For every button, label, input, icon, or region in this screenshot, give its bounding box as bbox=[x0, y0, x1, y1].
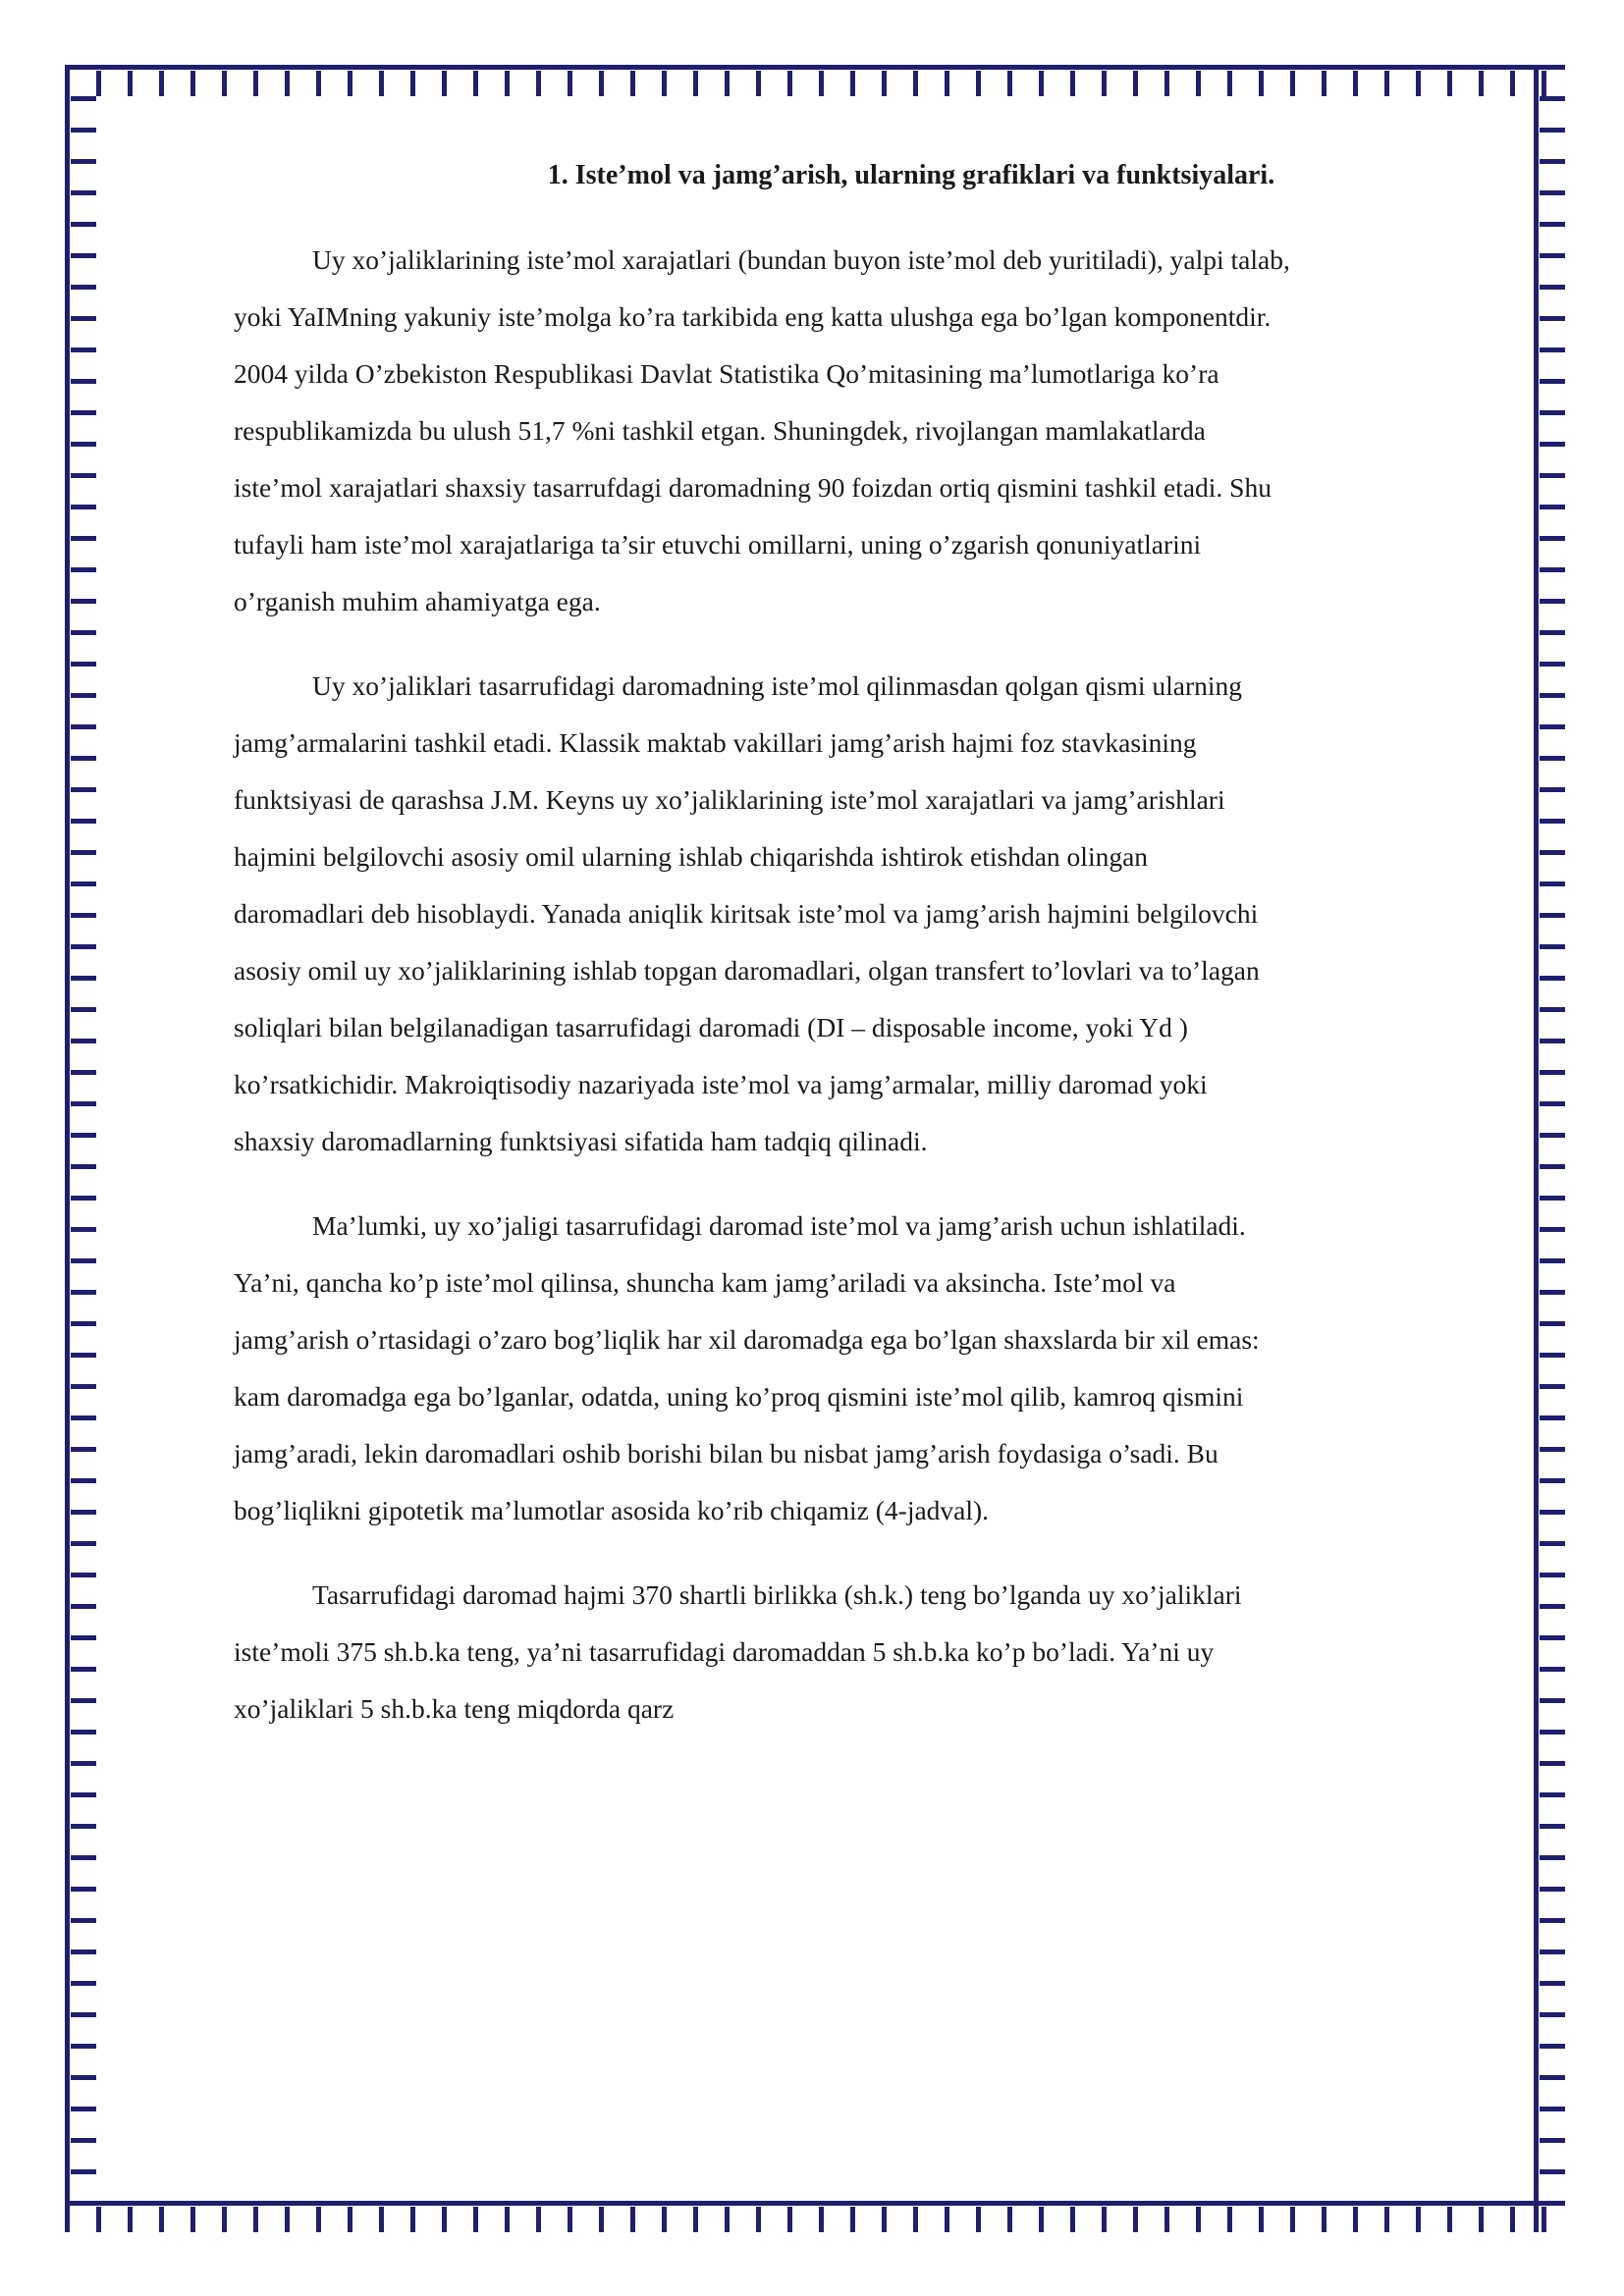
paragraph-3 bbox=[234, 1198, 1510, 1539]
paragraph-4 bbox=[234, 1567, 1510, 1737]
page-border-bottom bbox=[65, 2201, 1565, 2232]
paragraph-line: 2004 yilda O’zbekiston Respublikasi Davlat Statistika Qo’mitasining ma’lumotlariga ko’ra bbox=[234, 358, 1219, 389]
page-border-top bbox=[65, 65, 1565, 96]
paragraph-line: jamg’armalarini tashkil etadi. Klassik maktab vakillari jamg’arish hajmi foz stavkasining bbox=[234, 727, 1197, 758]
paragraph-line: xo’jaliklari 5 sh.b.ka teng miqdorda qarz bbox=[234, 1693, 675, 1724]
paragraph-1 bbox=[234, 232, 1510, 630]
paragraph-line: iste’mol xarajatlari shaxsiy tasarrufdagi daromadning 90 foizdan ortiq qismini tashkil etadi. Shu bbox=[234, 472, 1272, 503]
paragraph-line: jamg’aradi, lekin daromadlari oshib borishi bilan bu nisbat jamg’arish foydasiga o’sadi. Bu bbox=[234, 1438, 1218, 1468]
paragraph-line: o’rganish muhim ahamiyatga ega. bbox=[234, 586, 601, 616]
page-title: 1. Iste’mol va jamg’arish, ularning grafiklari va funktsiyalari. bbox=[547, 160, 1275, 190]
paragraph-line: asosiy omil uy xo’jaliklarining ishlab topgan daromadlari, olgan transfert to’lovlari va to’lagan bbox=[234, 955, 1260, 986]
paragraph-line: respublikamizda bu ulush 51,7 %ni tashkil etgan. Shuningdek, rivojlangan mamlakatlarda bbox=[234, 415, 1206, 446]
page-border-left bbox=[65, 65, 96, 2232]
paragraph-line: soliqlari bilan belgilanadigan tasarrufidagi daromadi (DI – disposable income, yoki Yd ) bbox=[234, 1012, 1188, 1042]
paragraph-line: iste’moli 375 sh.b.ka teng, ya’ni tasarrufidagi daromaddan 5 sh.b.ka ko’p bo’ladi. Ya’ni uy bbox=[234, 1636, 1215, 1667]
paragraph-line: Uy xo’jaliklarining iste’mol xarajatlari (bundan buyon iste’mol deb yuritiladi), yalpi talab, bbox=[312, 244, 1290, 275]
paragraph-line: bog’liqlikni gipotetik ma’lumotlar asosida ko’rib chiqamiz (4-jadval). bbox=[234, 1495, 990, 1525]
paragraph-line: tufayli ham iste’mol xarajatlariga ta’sir etuvchi omillarni, uning o’zgarish qonuniyatlarini bbox=[234, 529, 1202, 560]
paragraph-line: Ma’lumki, uy xo’jaligi tasarrufidagi daromad iste’mol va jamg’arish uchun ishlatiladi. bbox=[312, 1210, 1246, 1241]
paragraph-line: Ya’ni, qancha ko’p iste’mol qilinsa, shuncha kam jamg’ariladi va aksincha. Iste’mol va bbox=[234, 1267, 1176, 1298]
paragraph-2 bbox=[234, 658, 1510, 1170]
paragraph-line: hajmini belgilovchi asosiy omil ularning ishlab chiqarishda ishtirok etishdan olingan bbox=[234, 841, 1149, 872]
paragraph-line: yoki YaIMning yakuniy iste’molga ko’ra tarkibida eng katta ulushga ega bo’lgan komponentdir. bbox=[234, 301, 1272, 332]
paragraph-line: daromadlari deb hisoblaydi. Yanada aniqlik kiritsak iste’mol va jamg’arish hajmini belgilovchi bbox=[234, 898, 1259, 929]
paragraph-line: ko’rsatkichidir. Makroiqtisodiy nazariyada iste’mol va jamg’armalar, milliy daromad yoki bbox=[234, 1069, 1208, 1099]
paragraph-line: kam daromadga ega bo’lganlar, odatda, uning ko’proq qismini iste’mol qilib, kamroq qismini bbox=[234, 1381, 1244, 1412]
document-body bbox=[234, 147, 1510, 1765]
paragraph-line: Tasarrufidagi daromad hajmi 370 shartli birlikka (sh.k.) teng bo’lganda uy xo’jaliklari bbox=[312, 1579, 1242, 1610]
page-border-right bbox=[1534, 65, 1565, 2232]
paragraph-line: shaxsiy daromadlarning funktsiyasi sifatida ham tadqiq qilinadi. bbox=[234, 1126, 928, 1156]
paragraph-line: Uy xo’jaliklari tasarrufidagi daromadning iste’mol qilinmasdan qolgan qismi ularning bbox=[312, 670, 1243, 701]
paragraph-line: jamg’arish o’rtasidagi o’zaro bog’liqlik har xil daromadga ega bo’lgan shaxslarda bir xil emas: bbox=[234, 1324, 1260, 1355]
paragraph-line: funktsiyasi de qarashsa J.M. Keyns uy xo’jaliklarining iste’mol xarajatlari va jamg’arishlari bbox=[234, 784, 1225, 815]
